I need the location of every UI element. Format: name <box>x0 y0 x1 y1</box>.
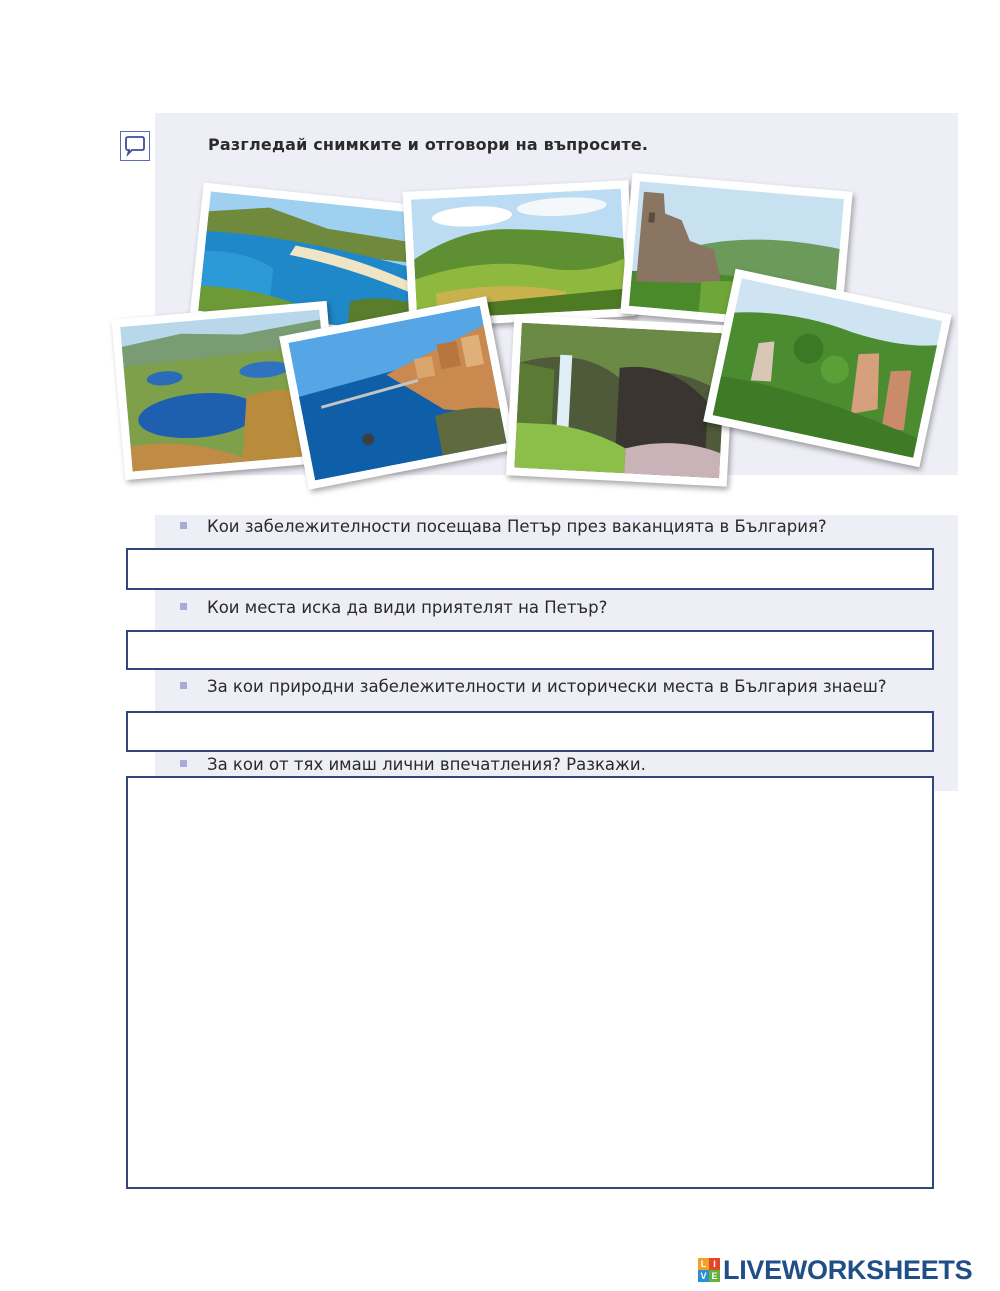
logo-mark-icon: L I V E <box>698 1258 720 1282</box>
question-3-text: За кои природни забележителности и исторически места в България знаеш? <box>207 677 887 696</box>
logo-text: LIVEWORKSHEETS <box>723 1254 973 1285</box>
question-2 <box>180 598 607 617</box>
question-1-text: Кои забележителности посещава Петър през ваканцията в България? <box>207 517 827 536</box>
instruction-text: Разгледай снимките и отговори на въпросите. <box>208 135 649 154</box>
liveworksheets-logo <box>698 1256 972 1284</box>
answer-box-2[interactable] <box>126 630 934 670</box>
question-3 <box>180 677 887 696</box>
bullet-icon <box>180 760 187 767</box>
bullet-icon <box>180 603 187 610</box>
question-2-text: Кои места иска да види приятелят на Петър? <box>207 598 608 617</box>
answer-box-1[interactable] <box>126 548 934 590</box>
panel-gap <box>155 475 958 515</box>
speech-bubble-icon <box>120 131 150 161</box>
bullet-icon <box>180 682 187 689</box>
bullet-icon <box>180 522 187 529</box>
answer-box-3[interactable] <box>126 711 934 752</box>
question-4 <box>180 755 646 774</box>
photo-cave-waterfall <box>506 314 735 486</box>
question-1 <box>180 517 827 536</box>
question-4-text: За кои от тях имаш лични впечатления? Разкажи. <box>207 755 646 774</box>
answer-box-4[interactable] <box>126 776 934 1189</box>
